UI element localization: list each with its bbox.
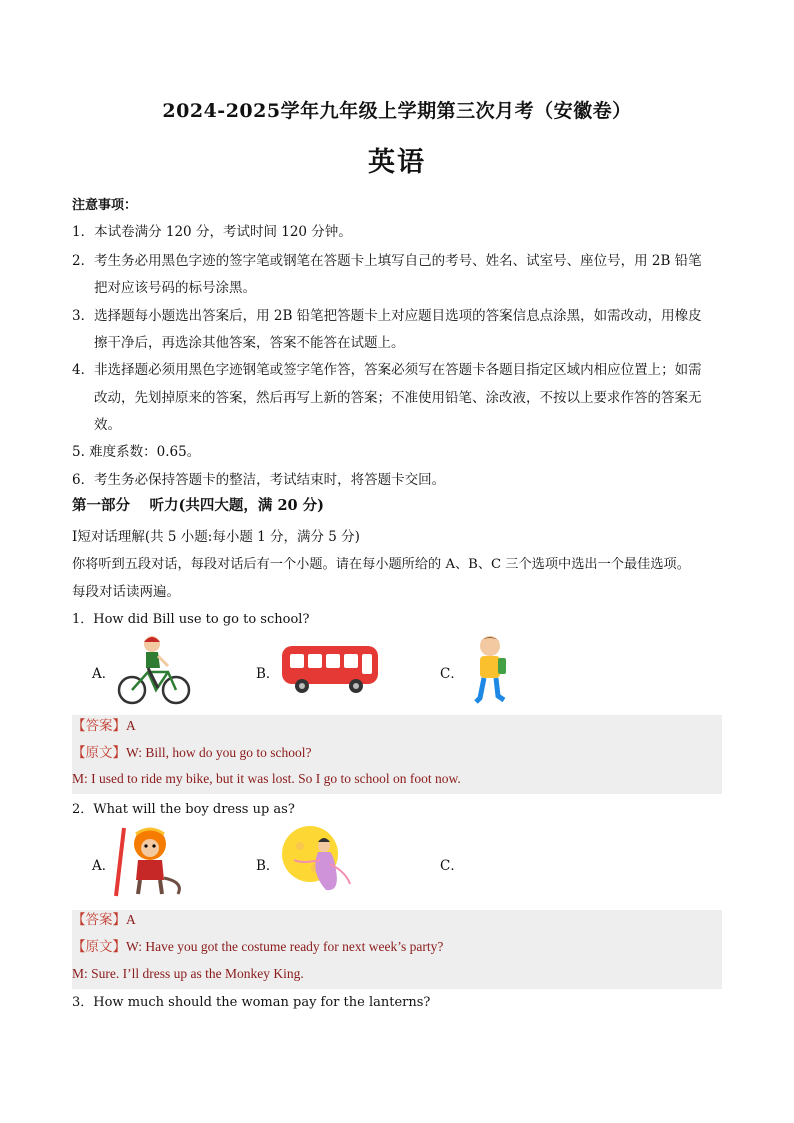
instruction-line: 你将听到五段对话，每段对话后有一个小题。请在每小题所给的 A、B、C 三个选项中选出一个最佳选项。 — [72, 557, 690, 572]
section-title: 第一部分 听力(共四大题，满 20 分) — [72, 497, 325, 514]
answer-row — [72, 908, 722, 932]
transcript-tag: 【原文】 — [72, 939, 126, 955]
note-item: 改动，先划掉原来的答案，然后再写上新的答案；不准使用铅笔、涂改液，不按以上要求作答的答案无 — [94, 390, 702, 406]
exam-title: 2024-2025学年九年级上学期第三次月考（安徽卷） — [162, 100, 632, 122]
monkey-king-icon — [112, 822, 190, 900]
note-item: 5. 难度系数：0.65。 — [72, 444, 201, 460]
transcript-row — [72, 962, 722, 986]
question-3-text: 3．How much should the woman pay for the lanterns? — [72, 995, 431, 1010]
transcript-line: M: Sure. I’ll dress up as the Monkey King. — [72, 966, 304, 981]
transcript-row — [72, 935, 722, 959]
note-item: 2．考生务必用黑色字迹的签字笔或钢笔在答题卡上填写自己的考号、姓名、试室号、座位号，用 2B 铅笔 — [72, 253, 702, 269]
option-b-label: B． — [256, 666, 280, 682]
question-2-text: 2．What will the boy dress up as? — [72, 802, 295, 817]
note-item: 效。 — [94, 417, 121, 433]
option-a-label: A． — [92, 666, 116, 682]
answer-value: A — [126, 912, 136, 927]
option-c-label: C． — [440, 666, 464, 682]
note-item: 4．非选择题必须用黑色字迹钢笔或签字笔作答，答案必须写在答题卡各题目指定区域内相应位置上；如需 — [72, 362, 702, 378]
transcript-line: M: I used to ride my bike, but it was lost. So I go to school on foot now. — [72, 771, 461, 786]
transcript-row — [72, 767, 722, 791]
note-item: 把对应该号码的标号涂黑。 — [94, 280, 256, 296]
option-c-label: C． — [440, 858, 464, 874]
note-item: 3．选择题每小题选出答案后，用 2B 铅笔把答题卡上对应题目选项的答案信息点涂黑，如需改动，用橡皮 — [72, 308, 702, 324]
boy-walking-icon — [470, 632, 510, 708]
answer-row — [72, 714, 722, 738]
note-item: 6．考生务必保持答题卡的整洁，考试结束时，将答题卡交回。 — [72, 472, 446, 488]
transcript-line: W: Bill, how do you go to school? — [126, 745, 312, 760]
note-item: 1．本试卷满分 120 分，考试时间 120 分钟。 — [72, 224, 352, 240]
instruction-line: 每段对话读两遍。 — [72, 584, 180, 600]
part-title: Ⅰ短对话理解(共 5 小题:每小题 1 分，满分 5 分) — [72, 529, 360, 545]
answer-tag: 【答案】 — [72, 912, 126, 928]
subject-title: 英语 — [368, 147, 426, 178]
transcript-tag: 【原文】 — [72, 745, 126, 761]
answer-value: A — [126, 718, 136, 733]
bus-icon — [280, 642, 382, 696]
transcript-line: W: Have you got the costume ready for next week’s party? — [126, 939, 444, 954]
notes-heading: 注意事项： — [72, 198, 138, 213]
boy-cycling-icon — [116, 632, 192, 708]
moon-fairy-icon — [280, 820, 356, 900]
answer-tag: 【答案】 — [72, 718, 126, 734]
question-1-text: 1．How did Bill use to go to school? — [72, 612, 310, 627]
option-b-label: B． — [256, 858, 280, 874]
note-item: 擦干净后，再选涂其他答案，答案不能答在试题上。 — [94, 335, 405, 351]
transcript-row — [72, 741, 722, 765]
option-a-label: A． — [92, 858, 116, 874]
